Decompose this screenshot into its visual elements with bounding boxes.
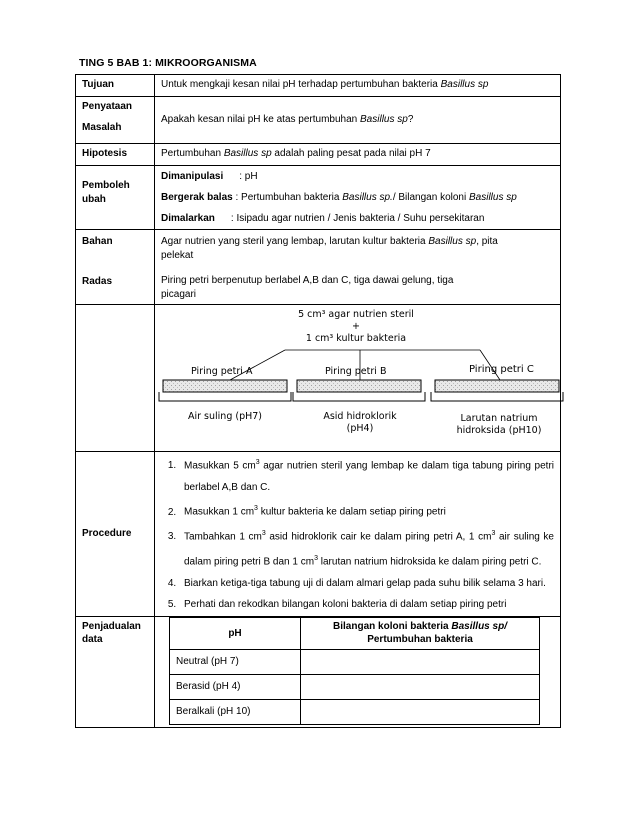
results-header-ph: pH [170, 617, 301, 649]
experiment-table [75, 74, 561, 728]
document-title: TING 5 BAB 1: MIKROORGANISMA [79, 57, 257, 69]
row-tujuan [76, 75, 561, 97]
solution-c-label: Larutan natrium [460, 413, 538, 424]
variable-responding: Bergerak balas : Pertumbuhan bakteria Basillus sp./ Bilangan koloni Basillus sp [161, 192, 517, 203]
value-tujuan: Untuk mengkaji kesan nilai pH terhadap pertumbuhan bakteria Basillus sp [155, 75, 561, 97]
results-value-cell[interactable] [301, 649, 540, 674]
procedure-steps [161, 452, 554, 616]
procedure-step-4: 4. Biarkan ketiga-tiga tabung uji di dalam almari gelap pada suhu bilik selama 3 hari. [179, 573, 554, 595]
results-ph-alkaline: Beralkali (pH 10) [170, 699, 301, 724]
label-tujuan: Tujuan [76, 75, 155, 97]
solution-a-label: Air suling (pH7) [187, 411, 263, 422]
value-pemboleh-ubah [155, 166, 561, 230]
row-penjadualan-data [76, 616, 561, 727]
procedure-step-5: 5. Perhati dan rekodkan bilangan koloni bakteria di dalam setiap piring petri [179, 594, 554, 616]
petri-dish-c [431, 380, 563, 401]
row-procedure [76, 452, 561, 617]
row-bahan-radas [76, 230, 561, 305]
value-penjadualan-data [155, 616, 561, 727]
results-ph-neutral: Neutral (pH 7) [170, 649, 301, 674]
solution-c-name: hidroksida (pH10) [456, 425, 542, 436]
value-radas: Piring petri berpenutup berlabel A,B dan C, tiga dawai gelung, tiga [161, 275, 454, 286]
label-hipotesis: Hipotesis [76, 144, 155, 166]
value-procedure [155, 452, 561, 617]
value-diagram [155, 305, 561, 452]
results-value-cell[interactable] [301, 674, 540, 699]
results-header-growth: Bilangan koloni bakteria Basillus sp/ Pertumbuhan bakteria [301, 617, 540, 649]
label-procedure: Procedure [76, 452, 155, 617]
label-pemboleh-ubah: Pemboleh ubah [76, 166, 155, 230]
dish-b-label: Piring petri B [325, 366, 387, 377]
procedure-step-1: 1. Masukkan 5 $cm^3$ agar nutrien steril yang lembap ke dalam tiga tabung piring petri berlabel A,B dan C. [179, 452, 554, 498]
label-bahan-radas: Bahan Radas [76, 230, 155, 305]
experiment-diagram [155, 305, 573, 445]
solution-b-ph: (pH4) [346, 423, 374, 434]
label-penjadualan-data: Penjadualan data [76, 616, 155, 727]
value-bahan: Agar nutrien yang steril yang lembap, larutan kultur bakteria Basillus sp, pita [161, 236, 498, 247]
value-radas-cont: picagari [161, 288, 197, 300]
row-hipotesis [76, 144, 561, 166]
variable-controlled: Dimalarkan : Isipadu agar nutrien / Jenis bakteria / Suhu persekitaran [161, 213, 485, 224]
results-ph-acidic: Berasid (pH 4) [170, 674, 301, 699]
petri-dish-b [293, 380, 425, 401]
solution-b-label: Asid hidroklorik [323, 411, 397, 422]
table-row [170, 649, 540, 674]
label-penyataan-masalah: Penyataan Masalah [76, 97, 155, 144]
row-pemboleh-ubah [76, 166, 561, 230]
table-row [170, 674, 540, 699]
diagram-culture-label: 1 cm³ kultur bakteria [305, 333, 407, 344]
dish-a-label: Piring petri A [191, 366, 253, 377]
petri-dish-a [159, 380, 291, 401]
row-penyataan-masalah [76, 97, 561, 144]
dish-c-label: Piring petri C [469, 364, 534, 375]
results-value-cell[interactable] [301, 699, 540, 724]
diagram-agar-label: 5 cm³ agar nutrien steril [298, 309, 414, 320]
procedure-step-3: 3. Tambahkan 1 $cm^3$ asid hidroklorik cair ke dalam piring petri A, 1 $cm^3$ air suling ke dalam piring petri B dan 1 $cm^3$ larutan natrium hidroksida ke dalam piring petri C. [179, 523, 554, 573]
value-bahan-cont: pelekat [161, 249, 194, 261]
table-row [170, 699, 540, 724]
value-hipotesis: Pertumbuhan Basillus sp adalah paling pesat pada nilai pH 7 [155, 144, 561, 166]
variable-manipulated: Dimanipulasi : pH [161, 171, 258, 182]
results-header-row [170, 617, 540, 649]
value-penyataan-masalah: Apakah kesan nilai pH ke atas pertumbuhan Basillus sp? [155, 97, 561, 144]
value-bahan-radas [155, 230, 561, 305]
label-diagram-empty [76, 305, 155, 452]
results-table [169, 617, 540, 725]
procedure-step-2: 2. Masukkan 1 $cm^3$ kultur bakteria ke dalam setiap piring petri [179, 498, 554, 523]
diagram-plus-label: + [352, 321, 360, 332]
row-diagram [76, 305, 561, 452]
